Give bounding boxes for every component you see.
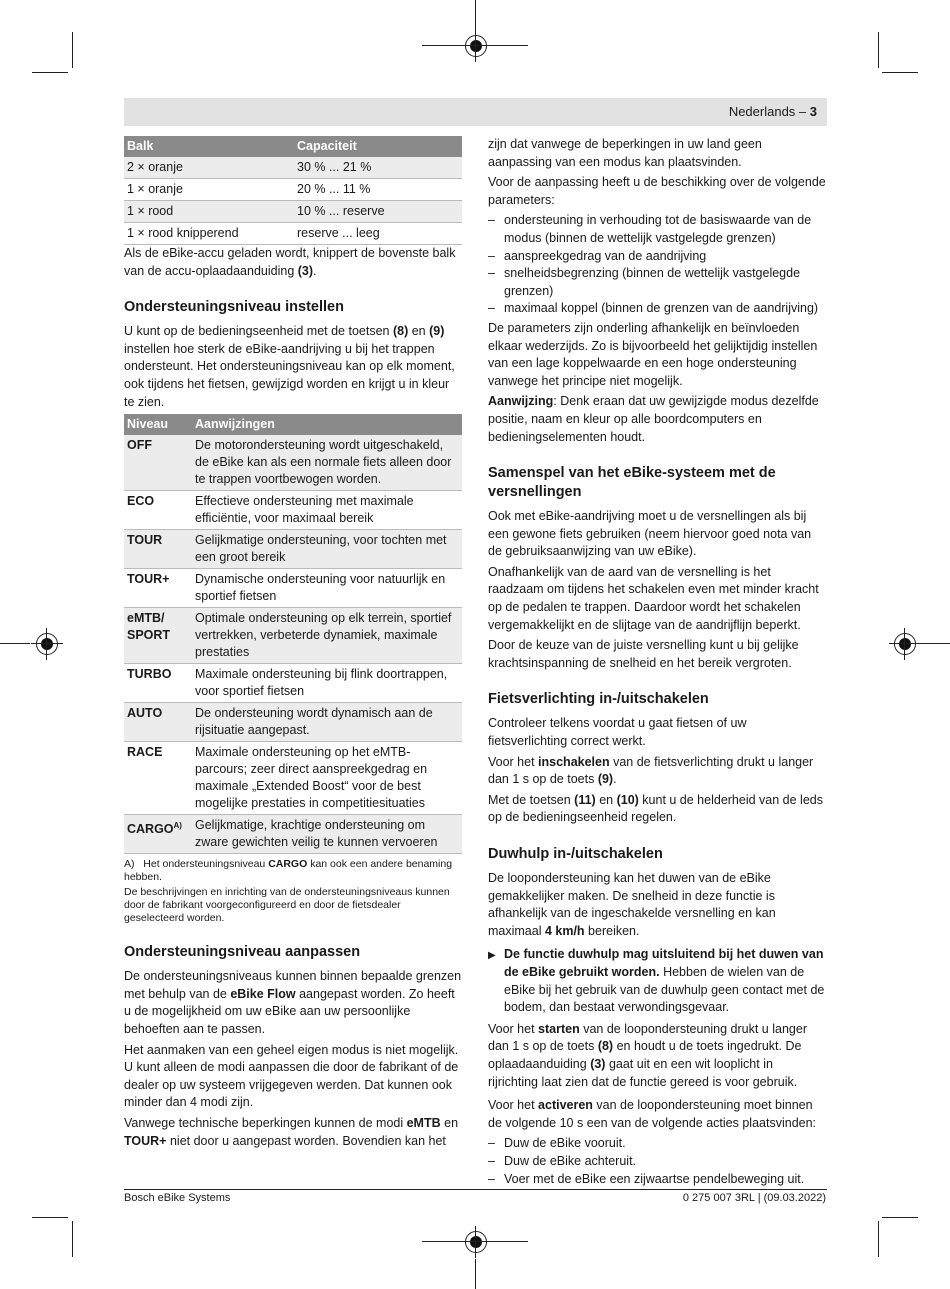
paragraph: De loopondersteuning kan het duwen van de eBike gemakkelijker maken. De snelheid in deze functie is afhankelijk van de ingeschakelde versnelling en kan maximaal 4 km/h bereiken. (488, 871, 776, 938)
registration-mark-icon (465, 1231, 487, 1253)
footer-doc-number: 0 275 007 3RL | (09.03.2022) (682, 1192, 826, 1204)
table-row: 2 × oranje 30 % ... 21 % (124, 157, 462, 179)
paragraph: Controleer telkens voordat u gaat fietsen of uw fietsverlichting correct werkt. (488, 716, 747, 749)
list-item: – maximaal koppel (binnen de grenzen van de aandrijving) (488, 300, 826, 318)
footer-company: Bosch eBike Systems (124, 1192, 231, 1204)
crop-mark (475, 0, 476, 30)
parameter-list (488, 212, 826, 318)
paragraph: Het aanmaken van een geheel eigen modus is niet mogelijk. U kunt alleen de modi aanpassen die door de fabrikant of de dealer op uw systeem vrijgegeven werden. Dat kunnen ook minder dan 4 modi zijn. (124, 1042, 459, 1110)
paragraph: De ondersteuningsniveaus kunnen binnen bepaalde grenzen met behulp van de eBike Flow aangepast worden. Zo heeft u de mogelijkheid om uw eBike aan uw persoonlijke behoeften aan te passen. (124, 969, 462, 1036)
registration-mark-icon (36, 633, 58, 655)
registration-mark-icon (894, 633, 916, 655)
crop-mark (0, 643, 30, 644)
list-item: – ondersteuning in verhouding tot de basiswaarde van de modus (binnen de wettelijk vastgelegde grenzen) (488, 212, 826, 247)
page-header (124, 98, 827, 126)
table-row: AUTO De ondersteuning wordt dynamisch aan de rijsituatie aangepast. (124, 703, 462, 742)
list-item: – Duw de eBike vooruit. (488, 1135, 826, 1153)
paragraph: U kunt op de bedieningseenheid met de toetsen (8) en (9) instellen hoe sterk de eBike-aandrijving u bij het trappen ondersteunt. Het ondersteuningsniveau kan op elk moment, ook tijdens het fietsen, gewijzigd worden en krijgt u in kleur te zien. (124, 324, 455, 409)
table-row: OFF De motorondersteuning wordt uitgeschakeld, de eBike kan als een normale fiets alleen door te trappen voortbewogen worden. (124, 435, 462, 491)
table-header: Balk (124, 136, 294, 157)
paragraph: Onafhankelijk van de aard van de versnelling is het raadzaam om tijdens het schakelen even met minder kracht op de pedalen te trappen. Daardoor wordt het schakelen vergemakkelijkt en de slijtage van de aandrijflijn beperkt. (488, 564, 819, 632)
triangle-right-icon: ▶ (488, 950, 496, 962)
section-title: Ondersteuningsniveau aanpassen (124, 944, 361, 961)
crop-mark (882, 1217, 918, 1218)
right-column (488, 136, 826, 1190)
paragraph: Voor het inschakelen van de fietsverlichting drukt u langer dan 1 s op de toets (9). (488, 754, 814, 787)
paragraph: Vanwege technische beperkingen kunnen de modi eMTB en TOUR+ niet door u aangepast worden. Bovendien kan het (124, 1115, 459, 1148)
table-header: Capaciteit (294, 136, 462, 157)
paragraph: zijn dat vanwege de beperkingen in uw land geen aanpassing van een modus kan plaatsvinden. (488, 137, 762, 169)
paragraph: Ook met eBike-aandrijving moet u de versnellingen als bij een gewone fiets gebruiken (neem hiervoor goed nota van de gebruiksaanwijzing van uw eBike). (488, 509, 812, 559)
level-table (124, 414, 462, 854)
crop-mark (72, 1221, 73, 1257)
table-row: 1 × rood 10 % ... reserve (124, 201, 462, 223)
page-number: 3 (809, 104, 817, 119)
registration-mark-icon (465, 35, 487, 57)
list-item: – Voer met de eBike een zijwaartse pendelbeweging uit. (488, 1171, 826, 1189)
table-row: $CARGO^{A)}$ Gelijkmatige, krachtige ondersteuning om zware gewichten veilig te kunnen vervoeren (124, 815, 462, 854)
list-item: – snelheidsbegrenzing (binnen de wettelijk vastgelegde grenzen) (488, 265, 826, 300)
table-row: ECO Effectieve ondersteuning met maximale efficiëntie, voor maximaal bereik (124, 491, 462, 530)
crop-mark (32, 1217, 68, 1218)
action-list (488, 1135, 826, 1188)
footnote-2: De beschrijvingen en inrichting van de ondersteuningsniveaus kunnen door de fabrikant voorgeconfigureerd en door de fietsdealer geselecteerd worden. (124, 886, 450, 925)
table-row: eMTB/ SPORT Optimale ondersteuning op elk terrein, sportief vertrekken, verbeterde dynamiek, maximale prestaties (124, 608, 462, 664)
note: Aanwijzing: Denk eraan dat uw gewijzigde modus dezelfde positie, naam en kleur op alle boordcomputers en bedieningselementen houdt. (488, 394, 819, 444)
table-header: Aanwijzingen (192, 414, 462, 435)
crop-mark (475, 1259, 476, 1289)
footnote: A) Het ondersteuningsniveau CARGO kan ook een andere benaming hebben. (124, 858, 453, 884)
crop-mark (878, 1221, 879, 1257)
section-title: Samenspel van het eBike-systeem met de versnellingen (488, 465, 776, 501)
crop-mark (72, 32, 73, 68)
crop-mark (882, 72, 918, 73)
table-row: TURBO Maximale ondersteuning bij flink doortrappen, voor sportief fietsen (124, 664, 462, 703)
section-title: Fietsverlichting in-/uitschakelen (488, 691, 709, 708)
table-row: TOUR Gelijkmatige ondersteuning, voor tochten met een groot bereik (124, 530, 462, 569)
paragraph: Voor het activeren van de loopondersteuning moet binnen de volgende 10 s een van de volgende acties plaatsvinden: (488, 1098, 817, 1130)
paragraph: Met de toetsen (11) en (10) kunt u de helderheid van de leds op de bedieningseenheid regelen. (488, 792, 823, 825)
header-text: Nederlands – 3 (728, 104, 817, 119)
footer-divider (124, 1189, 827, 1190)
list-item: – Duw de eBike achteruit. (488, 1153, 826, 1171)
paragraph: De parameters zijn onderling afhankelijk en beïnvloeden elkaar wederzijds. Zo is bijvoorbeeld het gelijktijdig instellen van een lage koppelwaarde en een hoge ondersteuning vanwege het principe niet mogelijk. (488, 320, 818, 388)
section-title: Ondersteuningsniveau instellen (124, 299, 344, 316)
crop-mark (920, 643, 950, 644)
table-row: TOUR+ Dynamische ondersteuning voor natuurlijk en sportief fietsen (124, 569, 462, 608)
battery-note: Als de eBike-accu geladen wordt, knippert de bovenste balk van de accu-oplaadaanduiding (3). (124, 246, 456, 278)
paragraph: Door de keuze van de juiste versnelling kunt u bij gelijke krachtsinspanning de snelheid en het bereik vergroten. (488, 638, 799, 670)
paragraph: Voor het starten van de loopondersteuning drukt u langer dan 1 s op de toets (8) en houdt u de toets ingedrukt. De oplaadaanduiding (3) gaat uit en een wit looplicht in rijrichting laat zien dat de functie gereed is voor gebruik. (488, 1021, 807, 1089)
table-row: 1 × oranje 20 % ... 11 % (124, 179, 462, 201)
left-column (124, 136, 462, 1153)
crop-mark (878, 32, 879, 68)
table-row: RACE Maximale ondersteuning op het eMTB-parcours; zeer direct aanspreekgedrag en maximale „Extended Boost“ voor de best mogelijke prestaties in competitiesituaties (124, 742, 462, 815)
battery-table (124, 136, 462, 245)
warning: ▶ De functie duwhulp mag uitsluitend bij het duwen van de eBike gebruikt worden. Hebben de wielen van de eBike bij het gebruik van de duwhulp geen contact met de bodem, dan bestaat verwondingsgevaar. (488, 947, 825, 1015)
list-item: – aanspreekgedrag van de aandrijving (488, 248, 826, 266)
paragraph: Voor de aanpassing heeft u de beschikking over de volgende parameters: (488, 175, 826, 207)
table-row: 1 × rood knipperend reserve ... leeg (124, 223, 462, 245)
table-header: Niveau (124, 414, 192, 435)
crop-mark (32, 72, 68, 73)
section-title: Duwhulp in-/uitschakelen (488, 846, 663, 862)
